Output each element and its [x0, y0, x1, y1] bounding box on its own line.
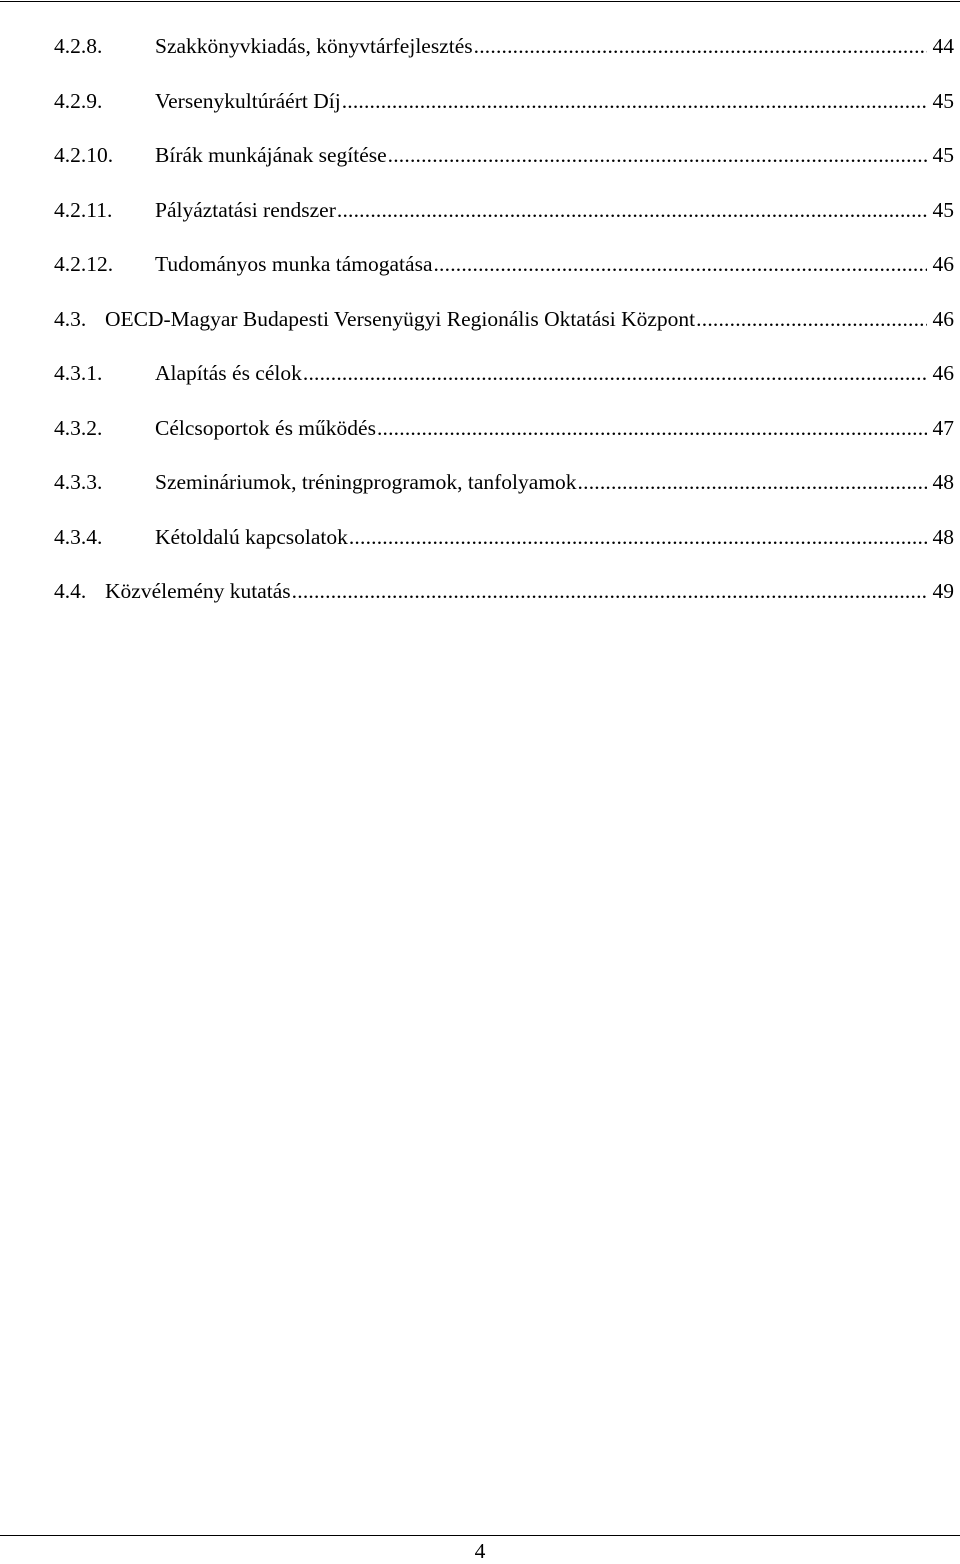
- toc-entry[interactable]: [54, 573, 954, 628]
- toc-entry-number: 4.2.9.: [54, 88, 103, 113]
- toc-entry-title: Tudományos munka támogatása: [155, 252, 433, 276]
- toc-entry-number: 4.3.4.: [54, 524, 103, 549]
- toc-entry-page: 45: [932, 197, 954, 222]
- toc-entry-title: Közvélemény kutatás: [105, 579, 291, 603]
- toc-dot-leader: [292, 573, 927, 609]
- toc-entry-title: Versenykultúráért Díj: [155, 88, 341, 113]
- toc-dot-leader: [349, 519, 927, 555]
- toc-entry[interactable]: [54, 137, 954, 192]
- toc-entry-body: [155, 410, 954, 446]
- toc-entry-number: 4.3.2.: [54, 415, 103, 440]
- toc-entry-title: Pályáztatási rendszer: [155, 197, 336, 222]
- toc-entry-page: 48: [932, 470, 954, 494]
- toc-entry-title: OECD-Magyar Budapesti Versenyügyi Regionális Oktatási Központ: [105, 306, 696, 331]
- toc-dot-leader: [377, 410, 927, 446]
- toc-entry-body: [105, 301, 954, 337]
- toc-entry-page: 47: [932, 415, 954, 440]
- toc-entry-page: 48: [932, 524, 954, 549]
- toc-entry[interactable]: [54, 192, 954, 247]
- toc-entry-page: 46: [932, 361, 954, 385]
- toc-entry[interactable]: [54, 355, 954, 410]
- toc-entry-title: Szakkönyvkiadás, könyvtárfejlesztés: [155, 34, 473, 58]
- toc-entry-body: [155, 192, 954, 228]
- toc-entry[interactable]: [54, 301, 954, 356]
- toc-entry-page: 44: [932, 34, 954, 58]
- toc-entry-page: 49: [932, 579, 954, 603]
- page-number: 4: [474, 1539, 486, 1563]
- toc-entry-number: 4.2.8.: [54, 34, 103, 58]
- toc-entry-body: [155, 28, 954, 64]
- toc-entry-title: Kétoldalú kapcsolatok: [155, 524, 348, 549]
- toc-entry-page: 46: [932, 252, 954, 276]
- toc-dot-leader: [696, 301, 926, 337]
- toc-entry-body: [155, 83, 954, 119]
- table-of-contents: [54, 28, 954, 628]
- toc-entry[interactable]: [54, 464, 954, 519]
- footer-rule: [0, 1535, 960, 1536]
- toc-entry-body: [155, 355, 954, 391]
- toc-entry-title: Bírák munkájának segítése: [155, 143, 387, 167]
- toc-dot-leader: [303, 355, 927, 391]
- toc-dot-leader: [337, 192, 927, 228]
- toc-entry-number: 4.2.12.: [54, 252, 114, 276]
- toc-entry-number: 4.3.: [54, 306, 87, 331]
- toc-entry-title: Célcsoportok és működés: [155, 415, 376, 440]
- toc-entry-number: 4.4.: [54, 579, 87, 603]
- toc-dot-leader: [578, 464, 927, 500]
- toc-entry[interactable]: [54, 410, 954, 465]
- toc-entry-body: [155, 519, 954, 555]
- toc-entry[interactable]: [54, 83, 954, 138]
- toc-dot-leader: [388, 137, 927, 173]
- toc-entry-number: 4.3.1.: [54, 361, 103, 385]
- toc-entry-page: 45: [932, 143, 954, 167]
- toc-entry[interactable]: [54, 28, 954, 83]
- toc-dot-leader: [474, 28, 927, 64]
- toc-entry-title: Szemináriumok, tréningprogramok, tanfolyamok: [155, 470, 577, 494]
- toc-entry-number: 4.2.10.: [54, 143, 114, 167]
- toc-entry-title: Alapítás és célok: [155, 361, 302, 385]
- toc-entry-number: 4.3.3.: [54, 470, 103, 494]
- toc-entry-number: 4.2.11.: [54, 197, 113, 222]
- toc-dot-leader: [342, 83, 927, 119]
- toc-entry-body: [155, 246, 954, 282]
- toc-entry-page: 45: [932, 88, 954, 113]
- toc-entry-body: [105, 573, 954, 609]
- toc-entry[interactable]: [54, 519, 954, 574]
- toc-entry-body: [155, 137, 954, 173]
- header-rule: [0, 1, 960, 2]
- toc-entry[interactable]: [54, 246, 954, 301]
- toc-entry-page: 46: [932, 306, 954, 331]
- toc-dot-leader: [433, 246, 926, 282]
- toc-entry-body: [155, 464, 954, 500]
